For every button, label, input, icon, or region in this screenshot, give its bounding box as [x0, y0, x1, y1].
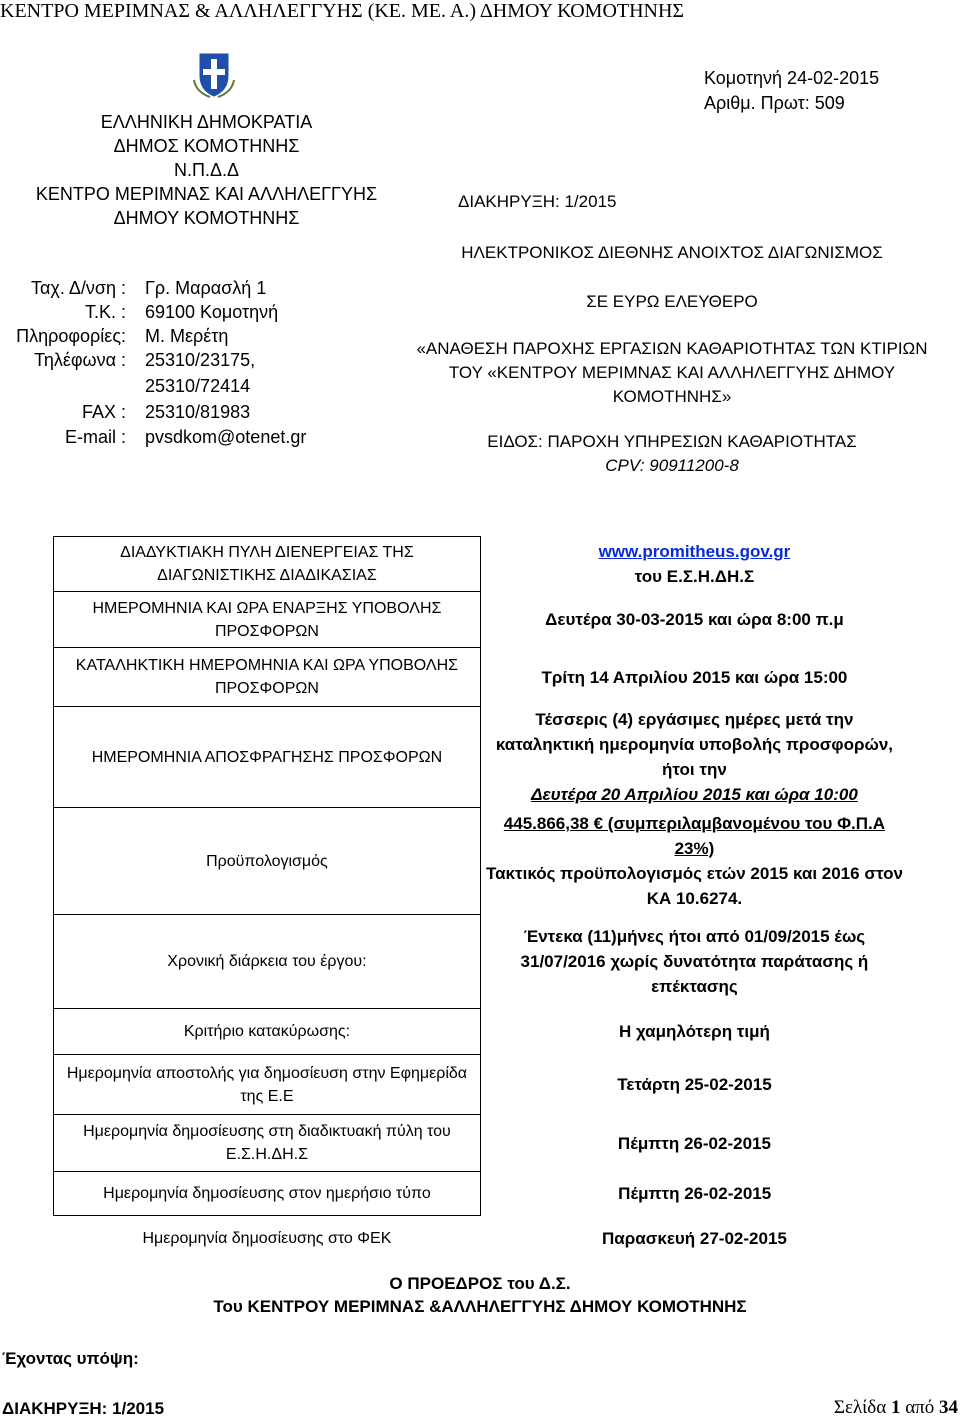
- signature-title: Ο ΠΡΟΕΔΡΟΣ του Δ.Σ.: [389, 1274, 571, 1293]
- page-header: ΚΕΝΤΡΟ ΜΕΡΙΜΝΑΣ & ΑΛΛΗΛΕΓΓΥΗΣ (ΚΕ. ΜΕ. Α.) ΔΗΜΟΥ ΚΟΜΟΤΗΝΗΣ: [0, 0, 685, 22]
- portal-owner: του Ε.Σ.Η.ΔΗ.Σ: [634, 567, 755, 586]
- budget-note: Τακτικός προϋπολογισμός ετών 2015 και 2016 στον ΚΑ 10.6274.: [485, 864, 903, 908]
- row-label: Ημερομηνία αποστολής για δημοσίευση στην Εφημερίδα της Ε.Ε: [54, 1055, 481, 1115]
- tender-details-table: [53, 536, 909, 1262]
- table-row: [54, 1009, 909, 1055]
- row-value: [480, 537, 908, 592]
- row-label: Ημερομηνία δημοσίευσης στον ημερήσιο τύπο: [54, 1172, 481, 1216]
- table-row: [54, 648, 909, 707]
- row-value: Παρασκευή 27-02-2015: [602, 1229, 787, 1248]
- row-value: [480, 707, 908, 808]
- row-label: Ημερομηνία δημοσίευσης στη διαδικτυακή πύλη του Ε.Σ.Η.ΔΗ.Σ: [54, 1115, 481, 1172]
- budget-amount: 445.866,38 € (συμπεριλαμβανομένου του Φ.Π.Α 23%): [503, 814, 886, 858]
- issuer-line: ΚΕΝΤΡΟ ΜΕΡΙΜΝΑΣ ΚΑΙ ΑΛΛΗΛΕΓΓΥΗΣ: [35, 184, 378, 204]
- row-label: ΗΜΕΡΟΜΗΝΙΑ ΑΠΟΣΦΡΑΓΗΣΗΣ ΠΡΟΣΦΟΡΩΝ: [54, 707, 481, 808]
- table-row: [54, 1216, 909, 1262]
- row-value: Τρίτη 14 Απριλίου 2015 και ώρα 15:00: [541, 667, 848, 687]
- phone-value: 25310/72414: [145, 376, 251, 396]
- postal-label: Τ.Κ. :: [84, 302, 126, 322]
- row-value: Έντεκα (11)μήνες ήτοι από 01/09/2015 έως 31/07/2016 χωρίς δυνατότητα παράτασης ή επέκτασης: [520, 927, 869, 996]
- table-row: [54, 537, 909, 592]
- row-label: Προϋπολογισμός: [54, 808, 481, 915]
- issuer-line: Ν.Π.Δ.Δ: [173, 160, 240, 180]
- address-value: Γρ. Μαρασλή 1: [145, 278, 267, 298]
- page-number: 1: [890, 1397, 901, 1418]
- footer-notice-number: ΔΙΑΚΗΡΥΞΗ: 1/2015: [2, 1399, 165, 1418]
- page-total: 34: [939, 1397, 958, 1418]
- issuer-line: ΔΗΜΟΣ ΚΟΜΟΤΗΝΗΣ: [113, 136, 300, 156]
- place-date: Κομοτηνή 24-02-2015: [704, 68, 880, 88]
- signature-org: Του ΚΕΝΤΡΟΥ ΜΕΡΙΜΝΑΣ &ΑΛΛΗΛΕΓΓΥΗΣ ΔΗΜΟΥ ΚΟΜΟΤΗΝΗΣ: [213, 1297, 747, 1316]
- notice-number: ΔΙΑΚΗΡΥΞΗ: 1/2015: [458, 192, 617, 211]
- row-value: Τετάρτη 25-02-2015: [617, 1075, 772, 1094]
- title-line: ΤΟΥ «ΚΕΝΤΡΟΥ ΜΕΡΙΜΝΑΣ ΚΑΙ ΑΛΛΗΛΕΓΓΥΗΣ ΔΗΜΟΥ: [448, 363, 896, 382]
- of-word: από: [905, 1397, 935, 1418]
- table-row: [54, 1115, 909, 1172]
- issuer-line: ΕΛΛΗΝΙΚΗ ΔΗΜΟΚΡΑΤΙΑ: [100, 112, 313, 132]
- row-value: Πέμπτη 26-02-2015: [617, 1133, 771, 1153]
- email-label: E-mail :: [64, 427, 126, 447]
- notice-title: [398, 337, 946, 478]
- opening-date: Δευτέρα 20 Απριλίου 2015 και ώρα 10:00: [531, 785, 858, 804]
- table-row: [54, 808, 909, 915]
- row-value: Δευτέρα 30-03-2015 και ώρα 8:00 π.μ: [545, 610, 844, 629]
- page-word: Σελίδα: [833, 1397, 887, 1418]
- fax-label: FAX :: [81, 402, 126, 422]
- info-value: Μ. Μερέτη: [145, 326, 229, 346]
- greek-emblem-icon: [190, 50, 238, 98]
- phone-label: Τηλέφωνα :: [34, 350, 126, 370]
- row-label: ΚΑΤΑΛΗΚΤΙΚΗ ΗΜΕΡΟΜΗΝΙΑ ΚΑΙ ΩΡΑ ΥΠΟΒΟΛΗΣ ΠΡΟΣΦΟΡΩΝ: [54, 648, 481, 707]
- info-label: Πληροφορίες:: [16, 326, 126, 346]
- fax-value: 25310/81983: [145, 402, 251, 422]
- price-basis: ΣΕ ΕΥΡΩ ΕΛΕΥΘΕΡΟ: [586, 292, 758, 311]
- row-value: [480, 808, 908, 915]
- opening-text: Τέσσερις (4) εργάσιμες ημέρες μετά την καταληκτική ημερομηνία υποβολής προσφορών, ήτοι την: [495, 710, 894, 779]
- row-label: ΗΜΕΡΟΜΗΝΙΑ ΚΑΙ ΩΡΑ ΕΝΑΡΞΗΣ ΥΠΟΒΟΛΗΣ ΠΡΟΣΦΟΡΩΝ: [54, 592, 481, 648]
- table-row: [54, 915, 909, 1009]
- table-row: [54, 592, 909, 648]
- table-row: [54, 1172, 909, 1216]
- phone-value: 25310/23175,: [145, 350, 256, 370]
- email-value: pvsdkom@otenet.gr: [145, 427, 307, 447]
- row-label: Χρονική διάρκεια του έργου:: [54, 915, 481, 1009]
- address-label: Ταχ. Δ/νση :: [30, 278, 126, 298]
- row-label: Ημερομηνία δημοσίευσης στο ΦΕΚ: [142, 1230, 392, 1248]
- notice-type: ΗΛΕΚΤΡΟΝΙΚΟΣ ΔΙΕΘΝΗΣ ΑΝΟΙΧΤΟΣ ΔΙΑΓΩΝΙΣΜΟΣ: [461, 243, 883, 262]
- portal-link[interactable]: www.promitheus.gov.gr: [598, 542, 791, 561]
- row-value: Η χαμηλότερη τιμή: [618, 1022, 770, 1041]
- cpv-code: CPV: 90911200-8: [605, 456, 739, 475]
- title-line: «ΑΝΑΘΕΣΗ ΠΑΡΟΧΗΣ ΕΡΓΑΣΙΩΝ ΚΑΘΑΡΙΟΤΗΤΑΣ ΤΩΝ ΚΤΙΡΙΩΝ: [416, 339, 928, 358]
- page-indicator: [834, 1397, 958, 1419]
- table-row: [54, 1055, 909, 1115]
- issuer-line: ΔΗΜΟΥ ΚΟΜΟΤΗΝΗΣ: [113, 208, 300, 228]
- row-label: ΔΙΑΔΥΚΤΙΑΚΗ ΠΥΛΗ ΔΙΕΝΕΡΓΕΙΑΣ ΤΗΣ ΔΙΑΓΩΝΙΣΤΙΚΗΣ ΔΙΑΔΙΚΑΣΙΑΣ: [54, 537, 481, 592]
- postal-value: 69100 Κομοτηνή: [145, 302, 279, 322]
- row-value: Πέμπτη 26-02-2015: [618, 1184, 772, 1203]
- table-row: [54, 707, 909, 808]
- category: ΕΙΔΟΣ: ΠΑΡΟΧΗ ΥΠΗΡΕΣΙΩΝ ΚΑΘΑΡΙΟΤΗΤΑΣ: [487, 432, 857, 451]
- row-label: Κριτήριο κατακύρωσης:: [54, 1009, 481, 1055]
- title-line: ΚΟΜΟΤΗΝΗΣ»: [612, 387, 732, 406]
- considering-heading: Έχοντας υπόψη:: [2, 1349, 139, 1368]
- protocol-number: Αριθμ. Πρωτ: 509: [704, 93, 845, 113]
- signature-block: [0, 1272, 960, 1318]
